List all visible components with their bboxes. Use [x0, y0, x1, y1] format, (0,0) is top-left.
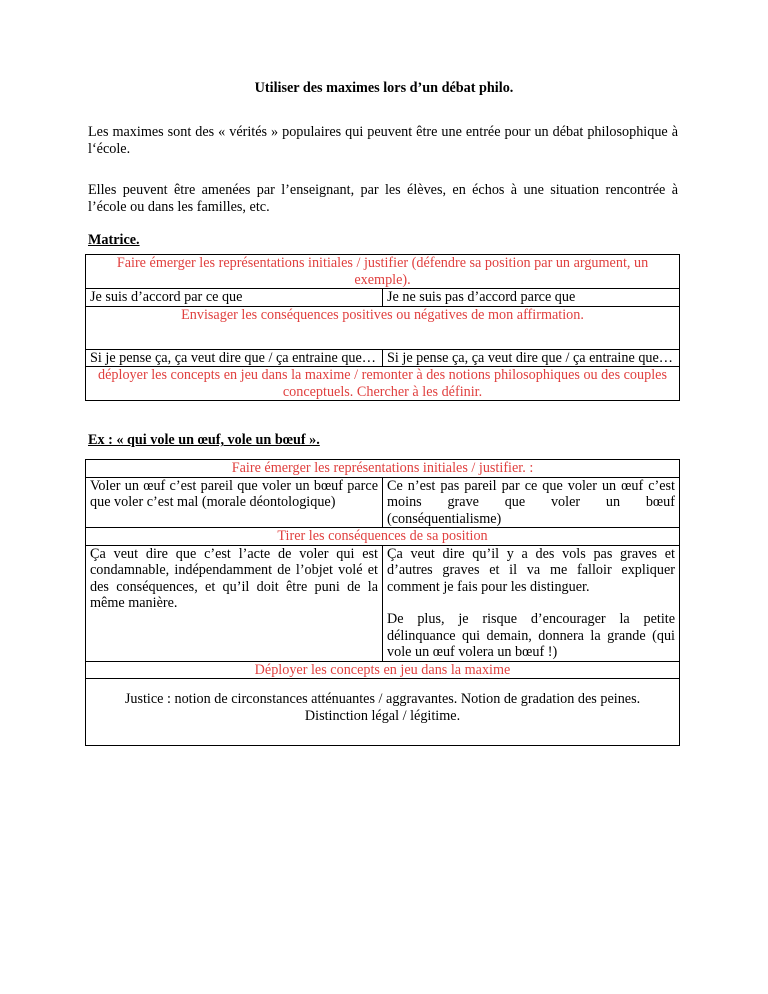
matrice-consequence-right-cell: Si je pense ça, ça veut dire que / ça entraine que…	[383, 349, 680, 367]
intro-paragraph-2: Elles peuvent être amenées par l’enseignant, par les élèves, en échos à une situation rencontrée à l’école ou dans les familles, etc.	[88, 182, 678, 215]
matrice-consequences-cell: Envisager les conséquences positives ou négatives de mon affirmation.	[86, 306, 680, 349]
intro-paragraph-1: Les maximes sont des « vérités » populaires qui peuvent être une entrée pour un débat philosophique à l‘école.	[88, 124, 678, 157]
matrice-consequence-left-cell: Si je pense ça, ça veut dire que / ça entraine que…	[86, 349, 383, 367]
example-consequence-left-cell: Ça veut dire que c’est l’acte de voler qui est condamnable, indépendamment de l’objet volé et des conséquences, et qu’il doit être puni de la même manière.	[86, 545, 383, 661]
matrice-table	[85, 254, 680, 401]
example-table	[85, 459, 680, 746]
example-heading: Ex : « qui vole un œuf, vole un bœuf ».	[88, 432, 320, 448]
example-consequence-right-text-1: Ça veut dire qu’il y a des vols pas graves et d’autres graves et il va me falloir expliquer comment je fais pour les distinguer.	[387, 545, 675, 595]
matrice-agree-cell: Je suis d’accord par ce que	[86, 289, 383, 307]
example-argument-left-cell: Voler un œuf c’est pareil que voler un bœuf parce que voler c’est mal (morale déontologique)	[86, 477, 383, 528]
example-consequence-right-cell	[383, 545, 680, 661]
example-justice-cell: Justice : notion de circonstances atténuantes / aggravantes. Notion de gradation des peines. Distinction légal / légitime.	[86, 679, 680, 746]
example-representations-cell: Faire émerger les représentations initiales / justifier. :	[86, 460, 680, 478]
matrice-disagree-cell: Je ne suis pas d’accord parce que	[383, 289, 680, 307]
example-concepts-cell: Déployer les concepts en jeu dans la maxime	[86, 661, 680, 679]
example-consequence-right-text-2: De plus, je risque d’encourager la petite délinquance qui demain, donnera la grande (qui vole un œuf volera un bœuf !)	[387, 611, 675, 660]
document-title: Utiliser des maximes lors d’un débat philo.	[254, 80, 514, 96]
matrice-concepts-cell: déployer les concepts en jeu dans la maxime / remonter à des notions philosophiques ou des couples conceptuels. Chercher à les définir.	[86, 367, 680, 401]
matrice-representations-cell: Faire émerger les représentations initiales / justifier (défendre sa position par un argument, un exemple).	[86, 255, 680, 289]
example-consequences-cell: Tirer les conséquences de sa position	[86, 528, 680, 546]
example-argument-right-cell: Ce n’est pas pareil par ce que voler un œuf c’est moins grave que voler un bœuf (conséquentialisme)	[383, 477, 680, 528]
matrice-heading: Matrice.	[88, 232, 140, 248]
